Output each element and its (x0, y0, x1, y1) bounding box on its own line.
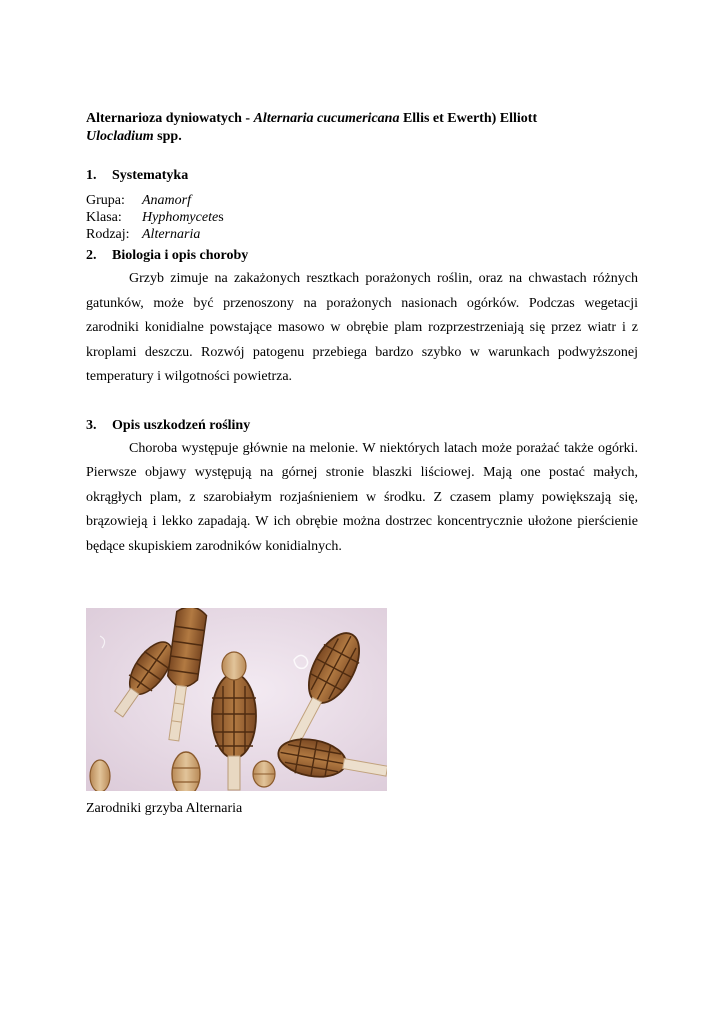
section-heading-uszkodzenia (86, 417, 638, 435)
document-title (86, 110, 638, 146)
title-genus-name: Ulocladium (86, 129, 154, 144)
title-part-1: Alternarioza dyniowatych - (86, 111, 254, 126)
section-title: Biologia i opis choroby (112, 248, 249, 263)
section-number: 3. (86, 417, 97, 433)
section-heading-systematyka (86, 167, 638, 185)
spore-micrograph (86, 608, 387, 791)
systematics-row-grupa (86, 192, 638, 209)
systematics-value: Anamorf (142, 193, 191, 208)
paragraph-biologia: Grzyb zimuje na zakażonych resztkach porażonych roślin, oraz na chwastach różnych gatunków, może być przenoszony na porażonych nasionach ogórków. Podczas wegetacji zarodniki konidialne powstające masowo w obrębie plam rozprzestrzeniają się przez wiatr i z kroplami deszczu. Rozwój patogenu przebiega bardzo szybko w warunkach podwyższonej temperatury i wilgotności powietrza. (86, 271, 638, 384)
section-title: Systematyka (112, 168, 189, 183)
paragraph-uszkodzenia: Choroba występuje głównie na melonie. W niektórych latach może porażać także ogórki. Pierwsze objawy występują na górnej stronie blaszki liściowej. Mają one postać małych, okrągłych plam, z szarobiałym rozjaśnieniem w środku. Z czasem plamy powiększają się, brązowieją i lekko zapadają. W ich obrębie można dostrzec koncentrycznie ułożone pierścienie będące skupiskiem zarodników konidialnych. (86, 440, 638, 554)
systematics-value-suffix: s (218, 210, 224, 225)
systematics-value: Alternaria (142, 227, 201, 242)
systematics-label: Rodzaj: (86, 227, 130, 242)
section-heading-biologia (86, 247, 638, 265)
title-part-3: Ellis et Ewerth) Elliott (399, 111, 538, 126)
systematics-row-klasa (86, 209, 638, 226)
systematics-row-rodzaj (86, 226, 638, 243)
systematics-list (86, 192, 638, 243)
section-title: Opis uszkodzeń rośliny (112, 417, 251, 433)
title-part-5: spp. (153, 129, 182, 144)
systematics-label: Grupa: (86, 193, 125, 208)
systematics-label: Klasa: (86, 210, 122, 225)
title-species-name: Alternaria cucumericana (253, 111, 400, 126)
figure-caption: Zarodniki grzyba Alternaria (86, 801, 243, 816)
section-number: 2. (86, 248, 97, 263)
systematics-value: Hyphomycete (142, 210, 219, 225)
spore-micrograph-image (86, 608, 387, 791)
document-content (86, 110, 638, 559)
section-number: 1. (86, 168, 97, 183)
